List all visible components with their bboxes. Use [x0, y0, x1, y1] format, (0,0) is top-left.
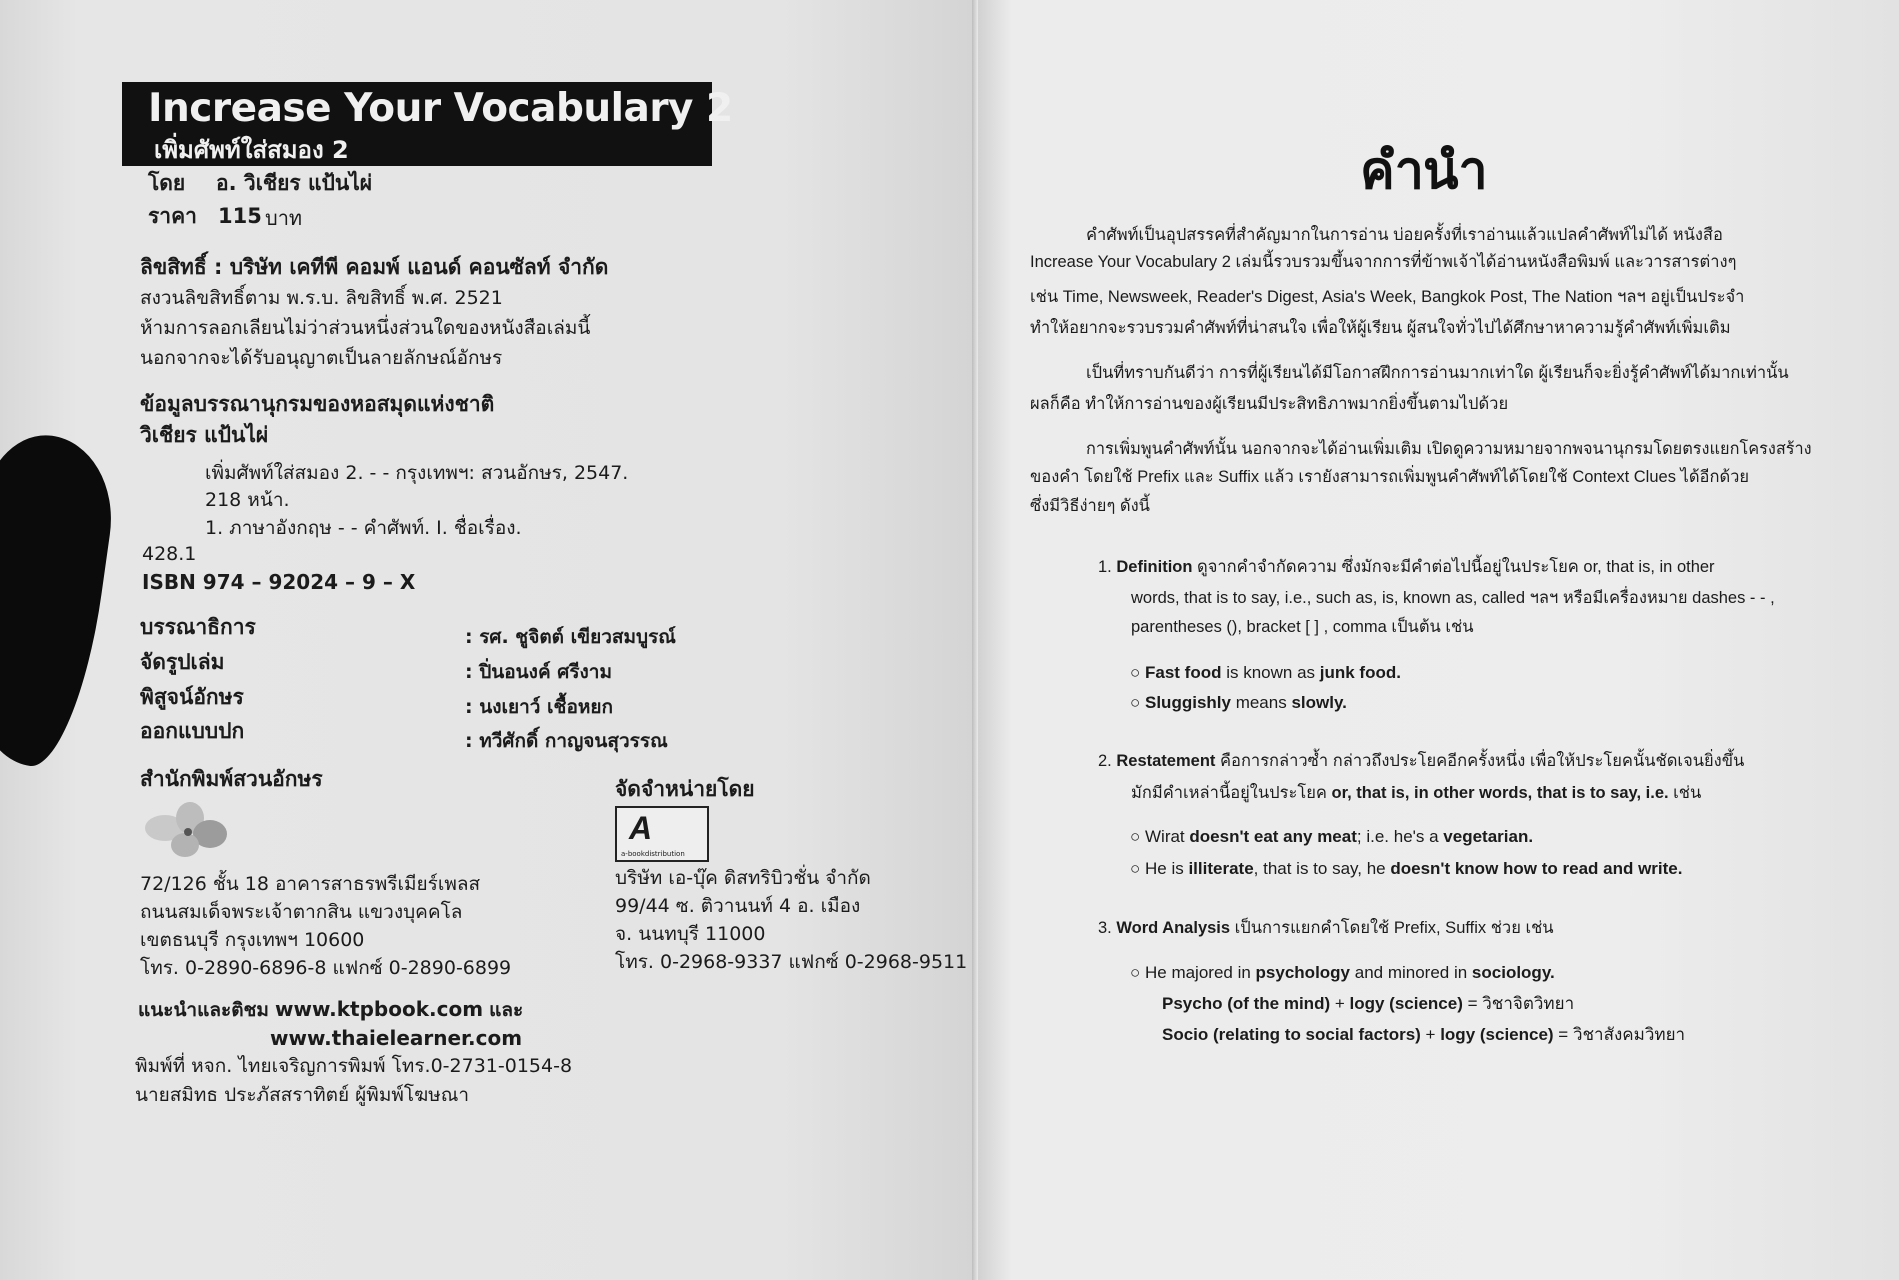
- website-link[interactable]: www.thaielearner.com: [270, 1026, 523, 1050]
- bold-text: logy (science): [1349, 994, 1463, 1013]
- publisher-heading: สำนักพิมพ์สวนอักษร: [140, 767, 323, 791]
- bold-text: Definition: [1116, 558, 1193, 576]
- preface-line: เป็นที่ทราบกันดีว่า การที่ผู้เรียนได้มีโอกาสฝึกการอ่านมากเท่าใด ผู้เรียนก็จะยิ่งรู้คำศัพท์ได้มากเท่านั้น: [1086, 364, 1789, 382]
- text-segment: คือการกล่าวซ้ำ กล่าวถึงประโยคอีกครั้งหนึ่ง เพื่อให้ประโยคนั้นชัดเจนยิ่งขึ้น: [1215, 752, 1745, 770]
- preface-title: คำนำ: [1360, 141, 1487, 201]
- preface-line: ทำให้อยากจะรวบรวมคำศัพท์ที่น่าสนใจ เพื่อให้ผู้เรียน ผู้สนใจทั่วไปได้ศึกษาหาความรู้คำศัพท์เพิ่มเติม: [1030, 319, 1731, 337]
- preface-line: ของคำ โดยใช้ Prefix และ Suffix แล้ว เรายังสามารถเพิ่มพูนคำศัพท์ได้โดยใช้ Context Clues ได้อีกด้วย: [1030, 468, 1750, 486]
- bold-text: vegetarian.: [1443, 827, 1534, 846]
- credit-role: จัดรูปเล่ม: [140, 650, 225, 674]
- catalog-line: 218 หน้า.: [205, 489, 290, 511]
- bold-text: sociology.: [1471, 963, 1555, 982]
- text-segment: เป็นการแยกคำโดยใช้ Prefix, Suffix ช่วย เช่น: [1230, 919, 1554, 937]
- text-segment: is known as: [1221, 663, 1320, 682]
- credit-name: : นงเยาว์ เชื้อหยก: [465, 696, 614, 718]
- clue-item-line: [1098, 919, 1554, 937]
- bold-text: doesn't eat any meat: [1189, 827, 1357, 846]
- distributor-address-line: 99/44 ซ. ติวานนท์ 4 อ. เมือง: [615, 895, 861, 917]
- text-segment: ○: [1130, 693, 1145, 712]
- text-segment: 3.: [1098, 919, 1117, 937]
- credit-role: พิสูจน์อักษร: [140, 685, 244, 709]
- copyright-line: นอกจากจะได้รับอนุญาตเป็นลายลักษณ์อักษร: [140, 347, 503, 369]
- credit-role: บรรณาธิการ: [140, 615, 256, 639]
- catalog-line: 1. ภาษาอังกฤษ - - คำศัพท์. I. ชื่อเรื่อง.: [205, 517, 522, 539]
- clue-item-line: [1098, 558, 1715, 576]
- text-segment: , that is to say, he: [1253, 859, 1391, 878]
- preface-line: เช่น Time, Newsweek, Reader's Digest, Asia's Week, Bangkok Post, The Nation ฯลฯ อยู่เป็นประจำ: [1030, 288, 1745, 306]
- text-segment: มักมีคำเหล่านี้อยู่ในประโยค: [1131, 784, 1332, 802]
- preface-line: คำศัพท์เป็นอุปสรรคที่สำคัญมากในการอ่าน บ่อยครั้งที่เราอ่านแล้วแปลคำศัพท์ไม่ได้ หนังสือ: [1086, 226, 1723, 244]
- bold-text: Fast food: [1145, 663, 1222, 682]
- text-segment: 2.: [1098, 752, 1117, 770]
- text-segment: 1.: [1098, 558, 1117, 576]
- preface-line: ซึ่งมีวิธีง่ายๆ ดังนี้: [1030, 497, 1150, 515]
- text-segment: ○ Wirat: [1130, 827, 1190, 846]
- feedback-line: [138, 998, 523, 1021]
- distributor-heading: จัดจำหน่ายโดย: [615, 777, 755, 801]
- bold-text: Psycho (of the mind): [1162, 994, 1331, 1013]
- text-segment: ดูจากคำจำกัดความ ซึ่งมักจะมีคำต่อไปนี้อยู่ในประโยค or, that is, in other: [1192, 558, 1715, 576]
- text-segment: +: [1420, 1025, 1441, 1044]
- text-segment: means: [1230, 693, 1292, 712]
- publisher-phone: โทร. 0-2890-6896-8 แฟกซ์ 0-2890-6899: [140, 957, 512, 979]
- author-label: โดย: [148, 171, 186, 195]
- text-segment: ○: [1130, 663, 1145, 682]
- price-unit: บาท: [265, 206, 303, 230]
- example-sentence: [1162, 995, 1574, 1014]
- class-number: 428.1: [142, 543, 197, 565]
- printer-line: พิมพ์ที่ หจก. ไทยเจริญการพิมพ์ โทร.0-2731-0154-8: [135, 1055, 573, 1077]
- preface-line: ผลก็คือ ทำให้การอ่านของผู้เรียนมีประสิทธิภาพมากยิ่งขึ้นตามไปด้วย: [1030, 395, 1509, 413]
- example-sentence: [1162, 1026, 1685, 1045]
- bold-text: doesn't know how to read and write.: [1390, 859, 1683, 878]
- credit-name: : รศ. ชูจิตต์ เขียวสมบูรณ์: [465, 626, 676, 648]
- text-segment: = วิชาจิตวิทยา: [1462, 994, 1575, 1013]
- credit-name: : ปิ่นอนงค์ ศรีงาม: [465, 661, 612, 683]
- catalog-line: เพิ่มศัพท์ใส่สมอง 2. - - กรุงเทพฯ: สวนอักษร, 2547.: [205, 462, 629, 484]
- preface-line: การเพิ่มพูนคำศัพท์นั้น นอกจากจะได้อ่านเพิ่มเติม เปิดดูความหมายจากพจนานุกรมโดยตรงแยกโครงสร้าง: [1086, 440, 1812, 458]
- bold-text: Restatement: [1116, 752, 1216, 770]
- bold-text: logy (science): [1440, 1025, 1554, 1044]
- bold-text: junk food.: [1319, 663, 1401, 682]
- credit-name: : ทวีศักดิ์ กาญจนสุวรรณ: [465, 730, 668, 752]
- bold-text: Word Analysis: [1116, 919, 1231, 937]
- publisher-flower-logo: [140, 800, 235, 860]
- text-segment: ; i.e. he's a: [1356, 827, 1444, 846]
- example-sentence: [1130, 694, 1347, 713]
- text-segment: ○ He is: [1130, 859, 1189, 878]
- bold-text: slowly.: [1291, 693, 1347, 712]
- publisher-address-line: 72/126 ชั้น 18 อาคารสาธรพรีเมียร์เพลส: [140, 873, 481, 895]
- example-sentence: [1130, 860, 1682, 879]
- catalog-heading: ข้อมูลบรรณานุกรมของหอสมุดแห่งชาติ: [140, 392, 495, 416]
- example-sentence: [1130, 664, 1401, 683]
- text-segment: เช่น: [1668, 784, 1702, 802]
- clue-item-line: [1131, 784, 1701, 802]
- author-name: อ. วิเชียร แป้นไผ่: [216, 171, 373, 195]
- price-label: ราคา: [148, 204, 197, 228]
- bold-text: illiterate: [1188, 859, 1254, 878]
- text-segment: parentheses (), bracket [ ] , comma เป็นต้น เช่น: [1131, 618, 1474, 636]
- feedback-and: และ: [489, 999, 524, 1021]
- isbn: ISBN 974 – 92024 – 9 – X: [142, 570, 416, 594]
- bold-text: Sluggishly: [1145, 693, 1231, 712]
- text-segment: and minored in: [1350, 963, 1472, 982]
- bold-text: psychology: [1255, 963, 1351, 982]
- text-segment: = วิชาสังคมวิทยา: [1553, 1025, 1686, 1044]
- feedback-prefix: แนะนำและติชม: [138, 999, 269, 1021]
- text-segment: +: [1330, 994, 1350, 1013]
- publisher-address-line: เขตธนบุรี กรุงเทพฯ 10600: [140, 929, 365, 951]
- distributor-address-line: จ. นนทบุรี 11000: [615, 923, 766, 945]
- example-sentence: [1130, 828, 1533, 847]
- credit-role: ออกแบบปก: [140, 719, 245, 743]
- publisher-person: นายสมิทธ ประภัสสราทิตย์ ผู้พิมพ์โฆษณา: [135, 1084, 470, 1106]
- distributor-logo: A a-bookdistribution: [615, 806, 709, 862]
- preface-line: Increase Your Vocabulary 2 เล่มนี้รวบรวมขึ้นจากการที่ข้าพเจ้าได้อ่านหนังสือพิมพ์ และวารสารต่างๆ: [1030, 253, 1737, 271]
- price-value: 115: [218, 204, 262, 228]
- bold-text: or, that is, in other words, that is to say, i.e.: [1331, 784, 1669, 802]
- website-link[interactable]: www.ktpbook.com: [275, 997, 484, 1021]
- publisher-address-line: ถนนสมเด็จพระเจ้าตากสิน แขวงบุคคโล: [140, 901, 463, 923]
- text-segment: words, that is to say, i.e., such as, is, known as, called ฯลฯ หรือมีเครื่องหมาย dashes - - ,: [1131, 589, 1775, 607]
- book-spine: [972, 0, 978, 1280]
- bold-text: Socio (relating to social factors): [1162, 1025, 1421, 1044]
- clue-item-line: [1131, 589, 1775, 607]
- copyright-line: ห้ามการลอกเลียนไม่ว่าส่วนหนึ่งส่วนใดของหนังสือเล่มนี้: [140, 317, 591, 339]
- book-subtitle: เพิ่มศัพท์ใส่สมอง 2: [154, 136, 349, 164]
- example-sentence: [1130, 964, 1555, 983]
- distributor-address-line: บริษัท เอ-บุ๊ค ดิสทริบิวชั่น จำกัด: [615, 867, 871, 889]
- text-segment: ○ He majored in: [1130, 963, 1256, 982]
- distributor-phone: โทร. 0-2968-9337 แฟกซ์ 0-2968-9511: [615, 951, 968, 973]
- clue-item-line: [1098, 752, 1744, 770]
- book-title-banner: [122, 82, 733, 166]
- copyright-heading: ลิขสิทธิ์ : บริษัท เคทีพี คอมพ์ แอนด์ คอนซัลท์ จำกัด: [140, 255, 609, 279]
- catalog-author: วิเชียร แป้นไผ่: [140, 423, 269, 447]
- book-title: Increase Your Vocabulary 2: [148, 86, 733, 131]
- clue-item-line: [1131, 618, 1474, 636]
- copyright-line: สงวนลิขสิทธิ์ตาม พ.ร.บ. ลิขสิทธิ์ พ.ศ. 2521: [140, 287, 503, 309]
